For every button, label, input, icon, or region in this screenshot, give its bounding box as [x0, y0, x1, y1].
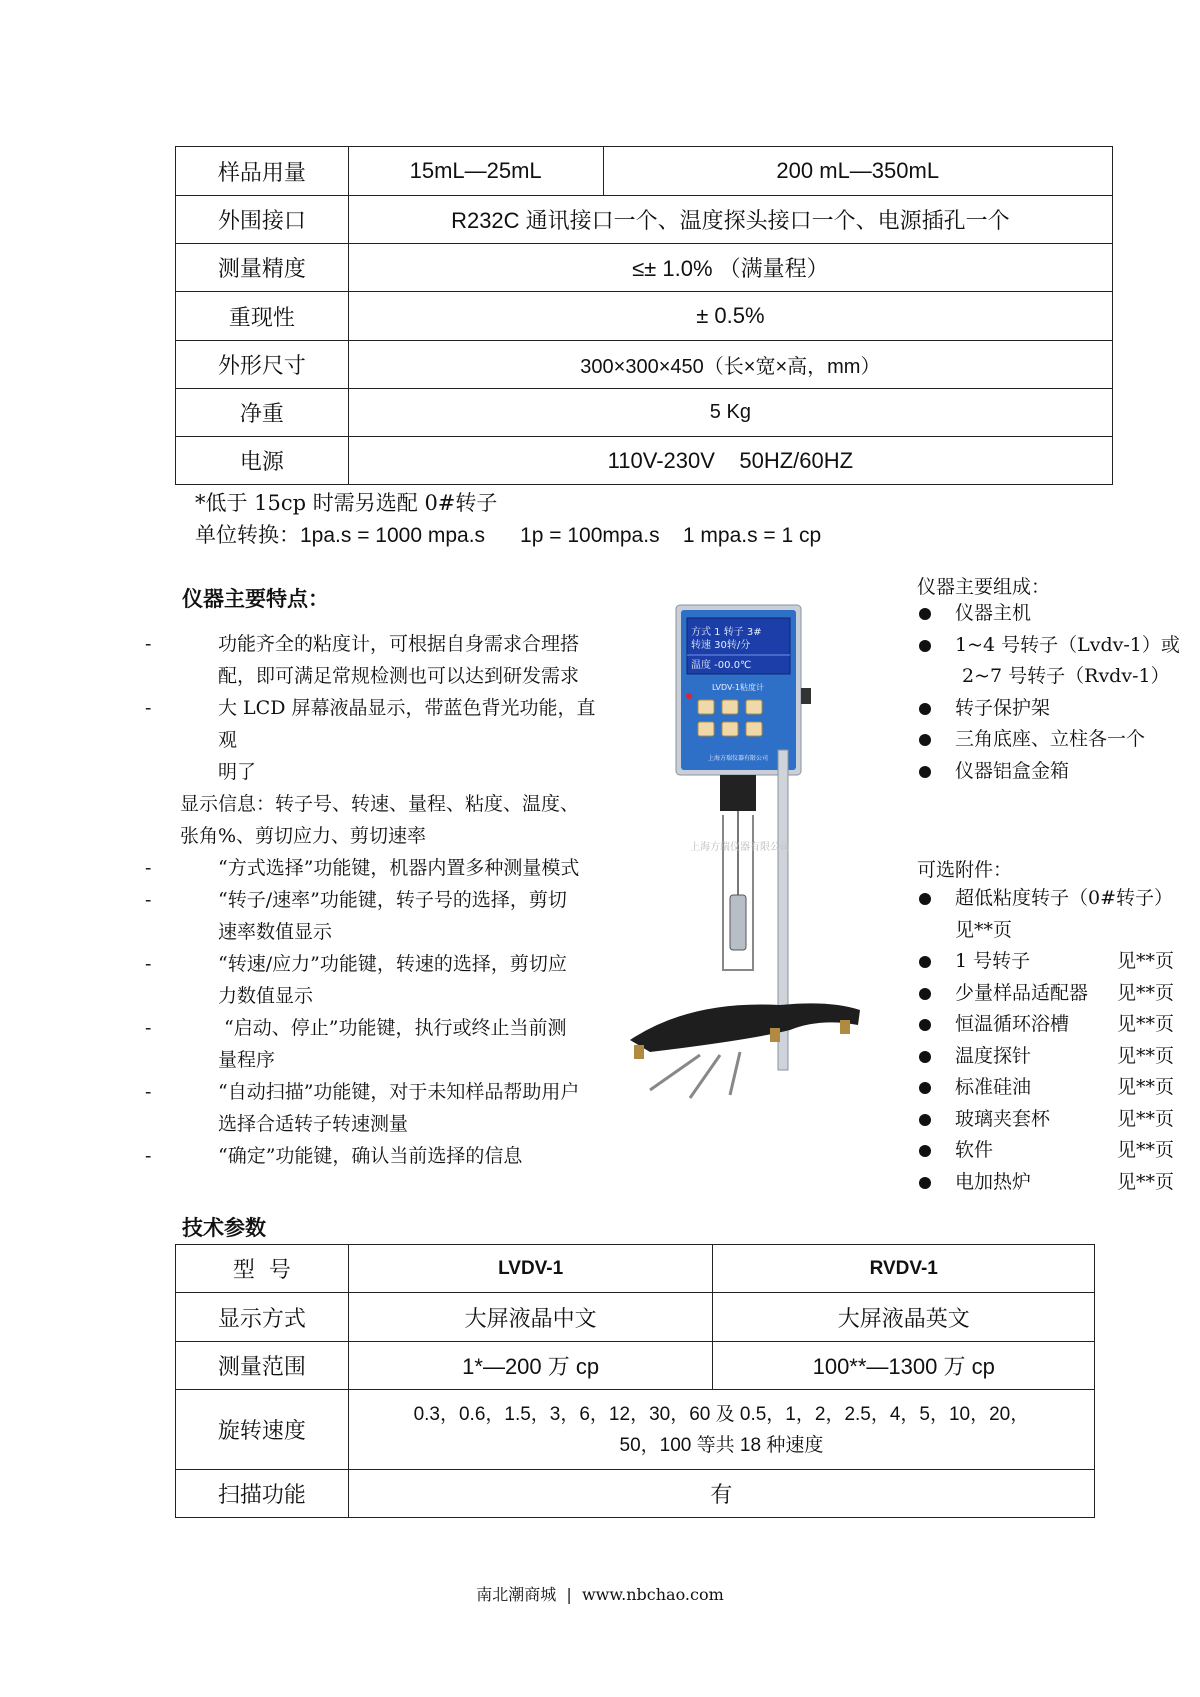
accessory-text: 恒温循环浴槽	[955, 1013, 1070, 1035]
feature-dash: -	[145, 953, 152, 975]
bullet-icon	[919, 608, 931, 620]
accessory-text: 1 号转子	[955, 950, 1031, 972]
bullet-icon	[919, 640, 931, 652]
accessory-text: 少量样品适配器	[955, 981, 1089, 1004]
tech-speed-line2: 50，100 等共 18 种速度	[619, 1434, 824, 1456]
bullet-icon	[919, 1145, 931, 1157]
accessory-text: 电加热炉	[955, 1170, 1032, 1193]
tech-label-range: 测量范围	[176, 1342, 349, 1390]
viscometer-image	[630, 600, 870, 1100]
accessory-page: 见**页	[1117, 1013, 1175, 1035]
motor-neck	[720, 775, 756, 811]
feature-line	[145, 1076, 610, 1108]
feature-line	[145, 948, 610, 980]
tripod-base	[630, 1003, 860, 1052]
composition-item	[917, 724, 1180, 756]
feature-dash: -	[145, 857, 152, 879]
spec-label-accuracy: 测量精度	[176, 244, 349, 292]
spec-sample-lv: 15mL—25mL	[348, 147, 603, 196]
device-company: 上海方瑞仪器有限公司	[707, 755, 769, 762]
feature-text: 选择合适转子转速测量	[218, 1113, 409, 1135]
accessory-text: 超低粘度转子（0#转子）	[955, 887, 1174, 909]
accessory-item	[917, 1009, 1173, 1041]
bullet-icon	[919, 734, 931, 746]
accessory-page: 见**页	[1117, 981, 1175, 1004]
spec-table	[175, 146, 1113, 485]
feature-text: 速率数值显示	[218, 921, 333, 943]
tech-range-rv: 100**—1300 万 cp	[713, 1342, 1095, 1390]
accessory-page: 见**页	[1117, 1076, 1175, 1098]
tech-model-rv: RVDV-1	[713, 1245, 1095, 1293]
feature-dash: -	[145, 1081, 152, 1103]
tech-range-lv: 1*—200 万 cp	[348, 1342, 713, 1390]
spec-label-size: 外形尺寸	[176, 341, 349, 389]
spec-label-power: 电源	[176, 437, 349, 485]
spec-label-weight: 净重	[176, 389, 349, 437]
spec-label-sample: 样品用量	[176, 147, 349, 196]
bullet-icon	[919, 1019, 931, 1031]
unit-conversion-label: 单位转换：	[195, 523, 300, 547]
feature-line	[145, 1012, 610, 1044]
spec-accuracy-value: ≤± 1.0% （满量程）	[348, 244, 1112, 292]
bullet-icon	[919, 1177, 931, 1189]
feature-line	[145, 884, 610, 916]
foot-right	[840, 1020, 850, 1034]
composition-item	[917, 693, 1180, 725]
bullet-icon	[919, 893, 931, 905]
feature-dash: -	[145, 1017, 152, 1039]
accessory-item	[917, 1135, 1173, 1167]
feature-text: “方式选择”功能键，机器内置多种测量模式	[218, 857, 580, 879]
accessory-item	[917, 1072, 1173, 1104]
bullet-icon	[919, 988, 931, 1000]
feature-line	[145, 628, 610, 660]
accessory-page: 见**页	[1117, 1170, 1175, 1193]
feature-dash: -	[145, 1145, 152, 1167]
features-list	[145, 628, 610, 1172]
feature-line	[180, 788, 610, 820]
feature-dash: -	[145, 633, 152, 655]
spec-label-interface: 外围接口	[176, 196, 349, 244]
composition-item	[917, 598, 1180, 630]
accessory-page: 见**页	[1117, 1107, 1175, 1130]
bullet-icon	[919, 1082, 931, 1094]
spec-size-value: 300×300×450（长×宽×高，mm）	[348, 341, 1112, 389]
accessory-item	[917, 946, 1173, 978]
composition-text: 仪器主机	[955, 602, 1032, 624]
tech-heading: 技术参数	[182, 1215, 266, 1240]
feature-text: 配，即可满足常规检测也可以达到研发需求	[218, 665, 580, 687]
composition-text: 转子保护架	[955, 696, 1051, 719]
spare-rotor	[650, 1055, 700, 1090]
composition-item	[917, 756, 1180, 788]
note-unit-conversion	[195, 519, 821, 549]
feature-line	[180, 660, 610, 692]
image-watermark: 上海方瑞仪器有限公司	[690, 842, 790, 853]
lcd-line2: 转速 30转/分	[691, 640, 751, 651]
tech-label-model: 型 号	[176, 1245, 349, 1293]
note-low-cp: *低于 15cp 时需另选配 0#转子	[195, 491, 498, 515]
feature-dash: -	[145, 697, 152, 719]
accessory-item	[917, 1041, 1173, 1073]
spec-power-value: 110V-230V 50HZ/60HZ	[348, 437, 1112, 485]
accessory-text: 标准硅油	[955, 1076, 1032, 1098]
feature-text: 张角%、剪切应力、剪切速率	[180, 825, 427, 847]
feature-text: 明了	[218, 761, 257, 783]
foot-left	[634, 1045, 644, 1059]
bullet-icon	[919, 956, 931, 968]
feature-line	[180, 820, 610, 852]
feature-text: 量程序	[218, 1049, 276, 1071]
lcd-line3: 温度 -00.0℃	[691, 660, 752, 671]
composition-text: 三角底座、立柱各一个	[955, 728, 1146, 750]
feature-text: “转子/速率”功能键，转子号的选择，剪切	[218, 889, 567, 911]
tech-scan-value: 有	[348, 1470, 1094, 1518]
features-heading: 仪器主要特点：	[182, 586, 329, 611]
tech-speed-line1: 0.3，0.6，1.5，3，6，12，30，60 及 0.5，1，2，2.5，4，5，10，20，	[413, 1403, 1030, 1425]
rotor	[730, 895, 746, 950]
bullet-icon	[919, 1051, 931, 1063]
feature-line	[180, 980, 610, 1012]
power-led	[686, 693, 692, 699]
spec-weight-value: 5 Kg	[348, 389, 1112, 437]
feature-line	[180, 1044, 610, 1076]
composition-item	[917, 630, 1180, 662]
accessories-list	[917, 883, 1173, 1198]
feature-line	[180, 916, 610, 948]
feature-text: 力数值显示	[218, 985, 314, 1007]
spec-sample-rv: 200 mL—350mL	[603, 147, 1112, 196]
bullet-icon	[919, 766, 931, 778]
feature-text: 功能齐全的粘度计，可根据自身需求合理搭	[218, 633, 580, 655]
feature-line	[145, 852, 610, 884]
spec-label-repeat: 重现性	[176, 292, 349, 341]
accessory-item-cont	[917, 915, 1173, 947]
device-model-label: LVDV-1粘度计	[711, 683, 765, 692]
feature-line	[145, 692, 610, 756]
accessory-page: 见**页	[1117, 1044, 1175, 1067]
tech-model-lv: LVDV-1	[348, 1245, 713, 1293]
tech-speed-value	[348, 1390, 1094, 1470]
unit-conversion-value: 1pa.s = 1000 mpa.s 1p = 100mpa.s 1 mpa.s = 1 cp	[300, 524, 822, 547]
feature-line	[180, 756, 610, 788]
composition-heading: 仪器主要组成：	[917, 576, 1051, 598]
tech-label-display: 显示方式	[176, 1293, 349, 1342]
tech-label-scan: 扫描功能	[176, 1470, 349, 1518]
feature-text: 显示信息：转子号、转速、量程、粘度、温度、	[180, 793, 580, 815]
feature-line	[145, 1140, 610, 1172]
feature-dash: -	[145, 889, 152, 911]
feature-text: “转速/应力”功能键，转速的选择，剪切应	[218, 953, 567, 975]
lcd-line1: 方式 1 转子 3#	[691, 627, 762, 638]
tech-label-speed: 旋转速度	[176, 1390, 349, 1470]
spare-rotor	[730, 1052, 740, 1095]
feature-line	[180, 1108, 610, 1140]
bullet-icon	[919, 703, 931, 715]
foot-middle	[770, 1028, 780, 1042]
composition-text: 仪器铝盒金箱	[955, 759, 1070, 782]
composition-text: 2~7 号转子（Rvdv-1）	[962, 665, 1170, 687]
spare-rotor	[690, 1055, 720, 1098]
feature-text: “启动、停止”功能键，执行或终止当前测	[218, 1017, 567, 1039]
accessory-page: 见**页	[1117, 950, 1175, 972]
accessory-item	[917, 1104, 1173, 1136]
accessory-page: 见**页	[955, 918, 1013, 941]
accessory-page: 见**页	[1117, 1139, 1175, 1161]
tech-table	[175, 1244, 1095, 1518]
accessory-text: 温度探针	[955, 1044, 1032, 1067]
composition-list	[917, 598, 1180, 787]
accessories-heading: 可选附件：	[917, 859, 1013, 881]
composition-item-cont	[917, 661, 1180, 693]
accessory-item	[917, 1167, 1173, 1199]
feature-text: “自动扫描”功能键，对于未知样品帮助用户	[218, 1081, 580, 1103]
page-footer: 南北潮商城 | www.nbchao.com	[476, 1585, 724, 1604]
spec-repeat-value: ± 0.5%	[348, 292, 1112, 341]
side-knob	[801, 688, 811, 704]
bullet-icon	[919, 1114, 931, 1126]
accessory-item	[917, 883, 1173, 915]
feature-text: “确定”功能键，确认当前选择的信息	[218, 1145, 523, 1167]
composition-text: 1~4 号转子（Lvdv-1）或	[955, 633, 1180, 656]
tech-display-rv: 大屏液晶英文	[713, 1293, 1095, 1342]
accessory-text: 玻璃夹套杯	[955, 1107, 1051, 1130]
accessory-text: 软件	[955, 1139, 994, 1161]
tech-display-lv: 大屏液晶中文	[348, 1293, 713, 1342]
accessory-item	[917, 978, 1173, 1010]
feature-text: 大 LCD 屏幕液晶显示，带蓝色背光功能，直观	[218, 697, 596, 751]
spec-interface-value: R232C 通讯接口一个、温度探头接口一个、电源插孔一个	[348, 196, 1112, 244]
